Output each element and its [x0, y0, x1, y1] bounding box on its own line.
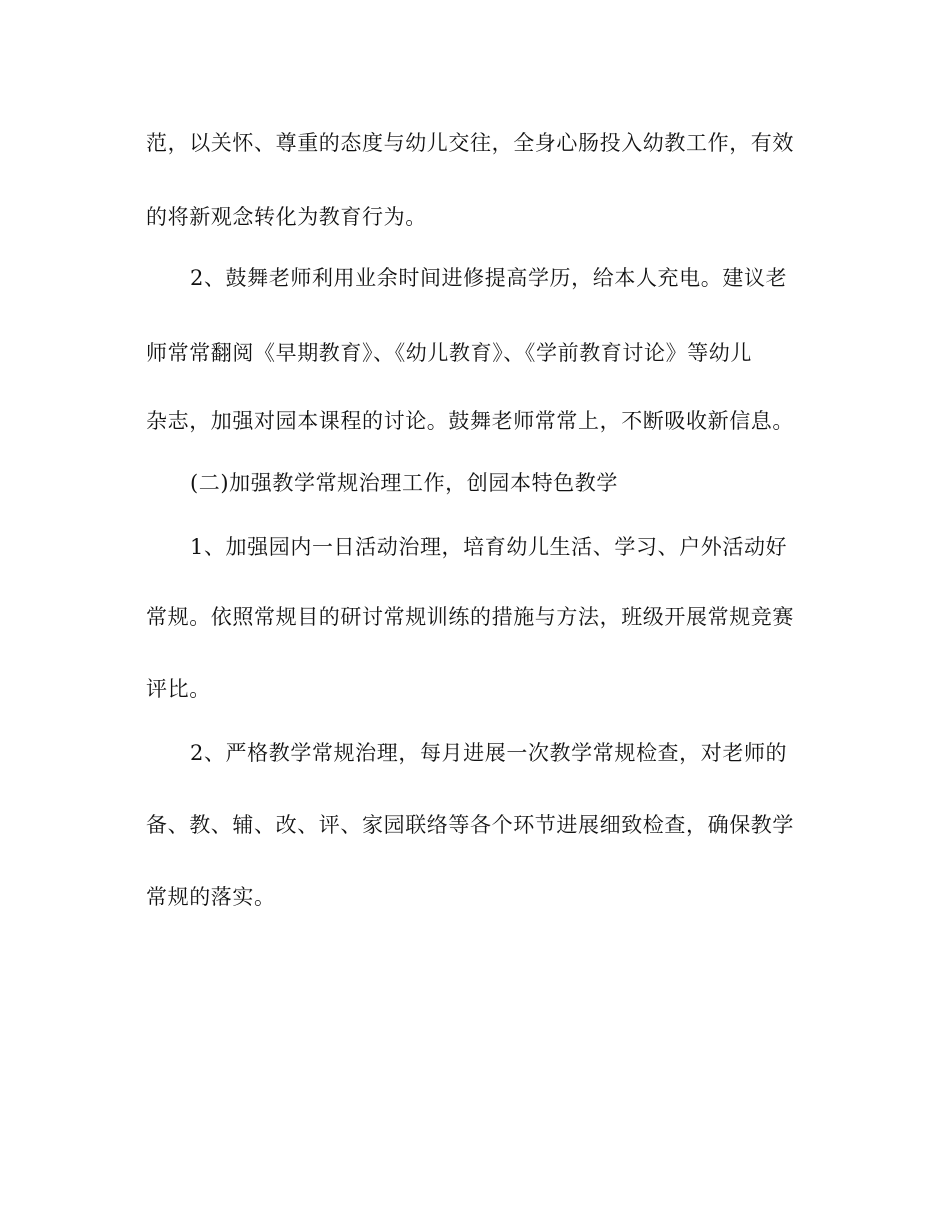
text-line: 常规的落实。: [146, 885, 276, 909]
text-line: 评比。: [146, 677, 211, 701]
text-line: 范，以关怀、尊重的态度与幼儿交往，全身心肠投入幼教工作，有效: [146, 131, 794, 155]
text-line: 的将新观念转化为教育行为。: [146, 205, 427, 229]
text-line: 杂志，加强对园本课程的讨论。鼓舞老师常常上，不断吸收新信息。: [146, 409, 794, 433]
paragraph-start-line: 1、加强园内一日活动治理，培育幼儿生活、学习、户外活动好: [190, 535, 788, 559]
text-line: 常规。依照常规目的研讨常规训练的措施与方法，班级开展常规竞赛: [146, 605, 794, 629]
paragraph-start-line: 2、鼓舞老师利用业余时间进修提高学历，给本人充电。建议老: [190, 266, 788, 290]
text-line: 备、教、辅、改、评、家园联络等各个环节进展细致检查，确保教学: [146, 813, 794, 837]
section-heading: (二)加强教学常规治理工作，创园本特色教学: [190, 471, 618, 495]
text-line: 师常常翻阅《早期教育》、《幼儿教育》、《学前教育讨论》等幼儿: [146, 341, 752, 365]
paragraph-start-line: 2、严格教学常规治理，每月进展一次教学常规检查，对老师的: [190, 741, 788, 765]
